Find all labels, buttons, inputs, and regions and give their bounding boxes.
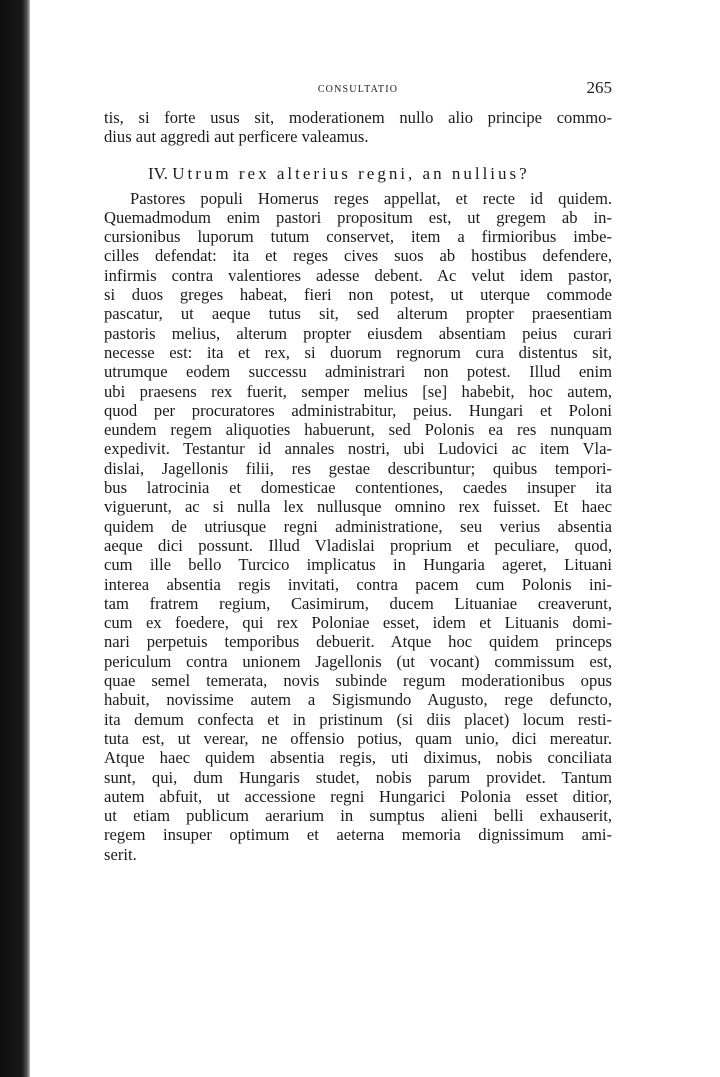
text-line: ubi praesens rex fuerit, semper melius [se] habebit, hoc autem, bbox=[104, 381, 612, 401]
text-line: eundem regem aliquoties habuerunt, sed Polonis ea res nunquam bbox=[104, 420, 612, 440]
text-line: regem insuper optimum et aeterna memoria dignissimum ami- bbox=[104, 825, 612, 845]
text-line: sunt, qui, dum Hungaris studet, nobis parum providet. Tantum bbox=[104, 767, 612, 787]
page-header bbox=[104, 78, 612, 108]
text-line: necesse est: ita et rex, si duorum regnorum cura distentus sit, bbox=[104, 342, 612, 362]
text-line: quidem de utriusque regni administratione, seu verius absentia bbox=[104, 516, 612, 536]
page-number: 265 bbox=[586, 78, 612, 97]
text-line: cum ex foedere, qui rex Poloniae esset, idem et Lituanis domi- bbox=[104, 613, 612, 633]
text-line: aeque dici possunt. Illud Vladislai proprium et peculiare, quod, bbox=[104, 535, 612, 555]
text-line: pascatur, ut aeque tutus sit, sed alterum propter praesentiam bbox=[104, 304, 612, 324]
text-line: serit. bbox=[104, 844, 137, 864]
intro-paragraph bbox=[104, 108, 612, 147]
book-spine-shadow bbox=[0, 0, 30, 1077]
text-line: si duos greges habeat, fieri non potest, ut uterque commode bbox=[104, 285, 612, 305]
text-line: cum ille bello Turcico implicatus in Hungaria ageret, Lituani bbox=[104, 555, 612, 575]
text-line: habuit, novissime autem a Sigismundo Augusto, rege defuncto, bbox=[104, 690, 612, 710]
text-line: cilles defendat: ita et reges cives suos ab hostibus defendere, bbox=[104, 246, 612, 266]
text-line: cursionibus luporum tutum conservet, item a firmioribus imbe- bbox=[104, 227, 612, 247]
text-line: bus latrocinia et domesticae contentiones, caedes insuper ita bbox=[104, 478, 612, 498]
text-line: dislai, Jagellonis filii, res gestae describuntur; quibus tempori- bbox=[104, 458, 612, 478]
text-line: infirmis contra valentiores adesse debent. Ac velut idem pastor, bbox=[104, 265, 612, 285]
text-line: tam fratrem regium, Casimirum, ducem Lituaniae creaverunt, bbox=[104, 593, 612, 613]
text-line: ut etiam publicum aerarium in sumptus alieni belli exhauserit, bbox=[104, 806, 612, 826]
section-heading bbox=[104, 163, 612, 185]
body-paragraph bbox=[104, 189, 612, 864]
text-line: autem abfuit, ut accessione regni Hungarici Polonia esset ditior, bbox=[104, 786, 612, 806]
text-line: Pastores populi Homerus reges appellat, et recte id quidem. bbox=[130, 188, 612, 208]
text-line: dius aut aggredi aut perficere valeamus. bbox=[104, 127, 369, 147]
text-line: pastoris melius, alterum propter eiusdem absentiam peius curari bbox=[104, 323, 612, 343]
text-line: tuta est, ut verear, ne offensio potius, quam unio, dici mereatur. bbox=[104, 728, 612, 748]
text-line: expedivit. Testantur id annales nostri, ubi Ludovici ac item Vla- bbox=[104, 439, 612, 459]
text-line: ita demum confecta et in pristinum (si diis placet) locum resti- bbox=[104, 709, 612, 729]
text-line: tis, si forte usus sit, moderationem nullo alio principe commo- bbox=[104, 108, 612, 127]
text-line: Atque haec quidem absentia regis, uti diximus, nobis conciliata bbox=[104, 748, 612, 768]
section-title: Utrum rex alterius regni, an nullius? bbox=[172, 163, 530, 183]
text-line: quae semel temerata, novis subinde regum moderationibus opus bbox=[104, 671, 612, 691]
text-line: interea absentia regis invitati, contra pacem cum Polonis ini- bbox=[104, 574, 612, 594]
book-page bbox=[104, 78, 612, 864]
text-line: quod per procuratores administrabitur, peius. Hungari et Poloni bbox=[104, 400, 612, 420]
running-head: CONSULTATIO bbox=[317, 84, 399, 95]
text-line: viguerunt, ac si nulla lex nullusque omnino rex fuisset. Et haec bbox=[104, 497, 612, 517]
text-line: Quemadmodum enim pastori propositum est, ut gregem ab in- bbox=[104, 207, 612, 227]
text-line: periculum contra unionem Jagellonis (ut vocant) commissum est, bbox=[104, 651, 612, 671]
section-number: IV. bbox=[148, 163, 168, 183]
text-line: utrumque eodem successu administrari non potest. Illud enim bbox=[104, 362, 612, 382]
text-line: nari perpetuis temporibus debuerit. Atque hoc quidem princeps bbox=[104, 632, 612, 652]
